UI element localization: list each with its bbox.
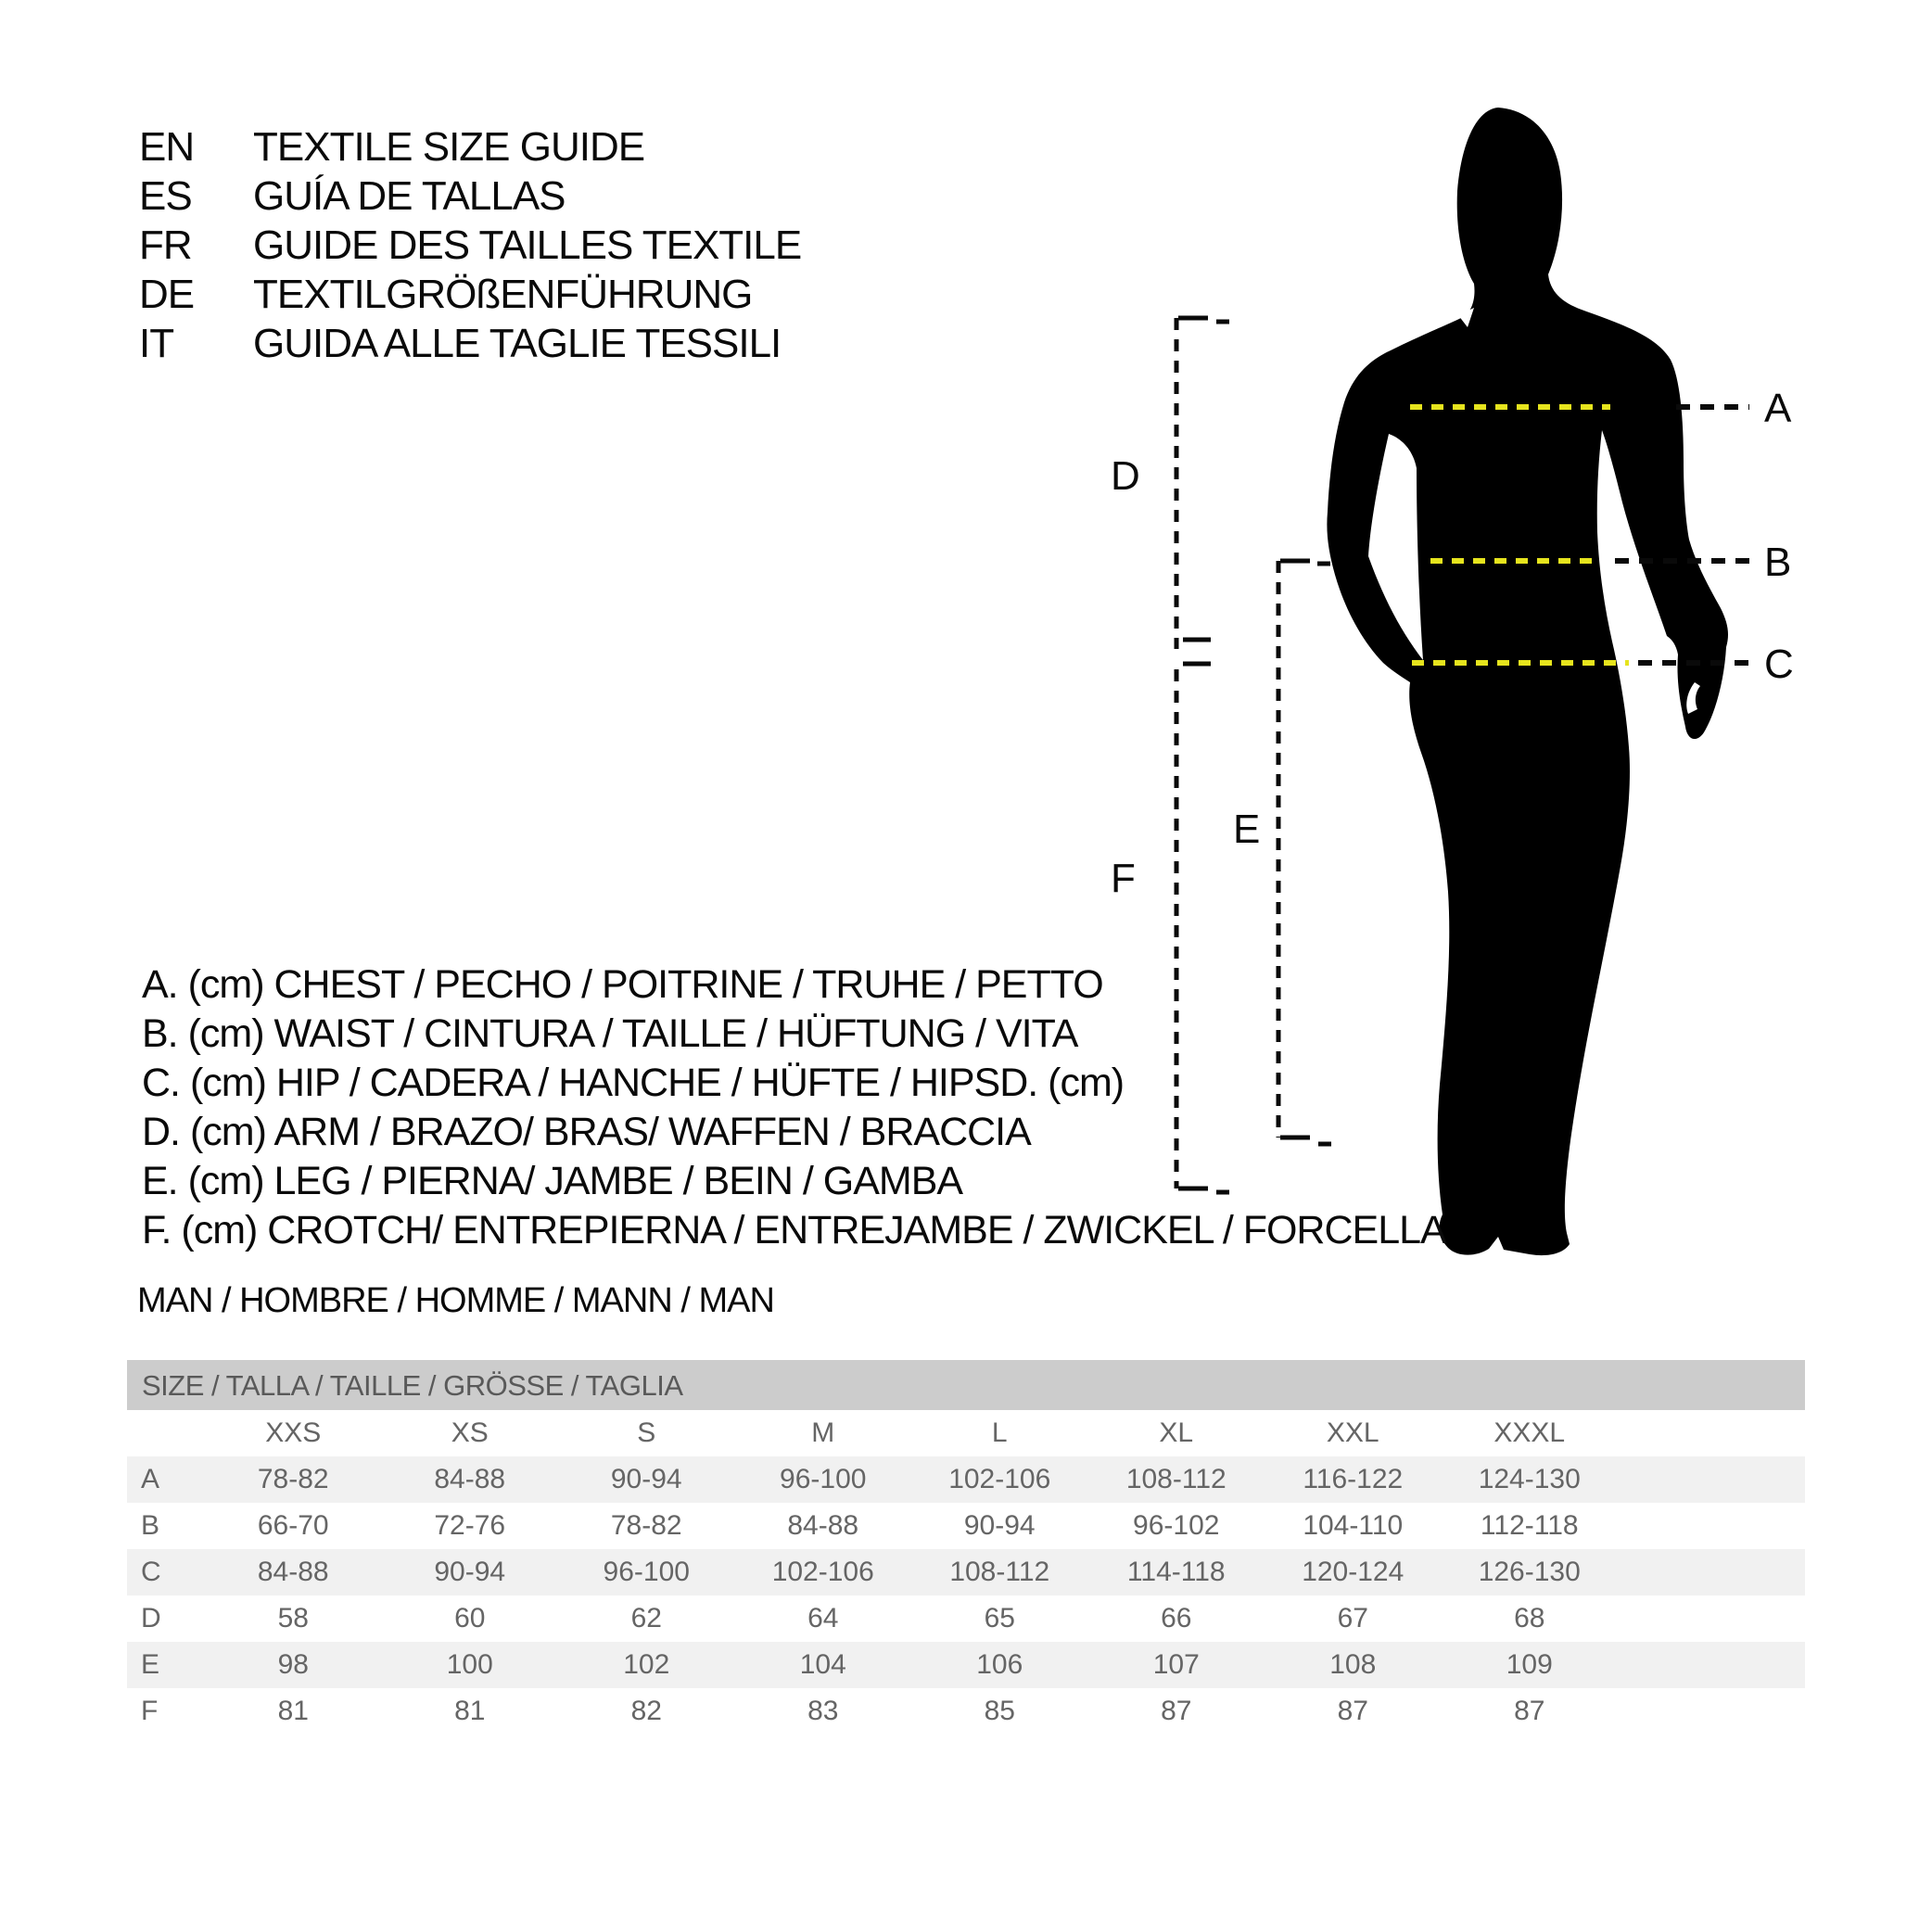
cell-f-xxl: 87 bbox=[1337, 1696, 1368, 1726]
row-label: F bbox=[141, 1696, 159, 1726]
cell-b-xxs: 66-70 bbox=[257, 1510, 329, 1541]
row-label: B bbox=[141, 1510, 160, 1541]
corner-cell bbox=[127, 1410, 205, 1456]
row-label: D bbox=[141, 1603, 161, 1633]
cell-a-xxxl: 124-130 bbox=[1478, 1464, 1581, 1494]
row-label: A bbox=[141, 1464, 160, 1494]
measure-label-f: F bbox=[1111, 856, 1136, 901]
size-table-header-bar: SIZE / TALLA / TAILLE / GRÖSSE / TAGLIA bbox=[127, 1360, 1805, 1410]
cell-c-xl: 114-118 bbox=[1126, 1557, 1226, 1587]
filler-cell bbox=[1618, 1642, 1805, 1688]
legend-line-f: F. (cm) CROTCH/ ENTREPIERNA / ENTREJAMBE / ZWICKEL / FORCELLA bbox=[142, 1208, 1446, 1252]
cell-c-s: 96-100 bbox=[603, 1557, 690, 1587]
language-title: GUÍA DE TALLAS bbox=[253, 173, 566, 219]
cell-d-m: 64 bbox=[807, 1603, 839, 1633]
language-title-block bbox=[139, 122, 801, 368]
cell-a-m: 96-100 bbox=[780, 1464, 867, 1494]
cell-f-s: 82 bbox=[630, 1696, 662, 1726]
language-code: DE bbox=[139, 272, 195, 317]
cell-d-xs: 60 bbox=[454, 1603, 486, 1633]
filler-cell bbox=[1618, 1503, 1805, 1549]
language-code: FR bbox=[139, 222, 192, 268]
cell-b-xs: 72-76 bbox=[434, 1510, 506, 1541]
cell-d-s: 62 bbox=[630, 1603, 662, 1633]
cell-a-xxl: 116-122 bbox=[1303, 1464, 1404, 1494]
cell-c-xxs: 84-88 bbox=[257, 1557, 329, 1587]
language-code: IT bbox=[139, 321, 174, 366]
cell-f-xxs: 81 bbox=[277, 1696, 309, 1726]
filler-cell bbox=[1618, 1688, 1805, 1735]
language-row-it bbox=[139, 319, 801, 368]
legend-line-b: B. (cm) WAIST / CINTURA / TAILLE / HÜFTUNG / VITA bbox=[142, 1011, 1078, 1056]
cell-c-xxl: 120-124 bbox=[1302, 1557, 1405, 1587]
legend-line-e: E. (cm) LEG / PIERNA/ JAMBE / BEIN / GAMBA bbox=[142, 1159, 963, 1203]
row-label: E bbox=[141, 1649, 160, 1680]
legend-line-c: C. (cm) HIP / CADERA / HANCHE / HÜFTE / HIPSD. (cm) bbox=[142, 1061, 1125, 1105]
language-title: TEXTILGRÖßENFÜHRUNG bbox=[253, 272, 753, 317]
cell-d-xl: 66 bbox=[1161, 1603, 1192, 1633]
column-header-xl: XL bbox=[1159, 1417, 1194, 1448]
cell-e-s: 102 bbox=[623, 1649, 670, 1680]
cell-f-xl: 87 bbox=[1161, 1696, 1192, 1726]
language-code: ES bbox=[139, 173, 192, 219]
language-row-es bbox=[139, 172, 801, 221]
size-table-column-header-row bbox=[127, 1410, 1805, 1456]
cell-f-xxxl: 87 bbox=[1514, 1696, 1545, 1726]
cell-e-m: 104 bbox=[799, 1649, 846, 1680]
language-row-en bbox=[139, 122, 801, 172]
table-row-f bbox=[127, 1688, 1805, 1735]
cell-d-xxs: 58 bbox=[277, 1603, 309, 1633]
column-header-xxs: XXS bbox=[265, 1417, 322, 1448]
table-row-b bbox=[127, 1503, 1805, 1549]
cell-e-l: 106 bbox=[976, 1649, 1023, 1680]
column-header-s: S bbox=[637, 1417, 656, 1448]
cell-f-l: 85 bbox=[984, 1696, 1015, 1726]
language-row-fr bbox=[139, 221, 801, 270]
measure-label-b: B bbox=[1764, 540, 1792, 585]
cell-f-xs: 81 bbox=[454, 1696, 486, 1726]
cell-e-xs: 100 bbox=[446, 1649, 493, 1680]
filler-cell bbox=[1618, 1549, 1805, 1595]
table-row-c bbox=[127, 1549, 1805, 1595]
cell-d-xxxl: 68 bbox=[1514, 1603, 1545, 1633]
column-header-l: L bbox=[991, 1417, 1008, 1448]
measurement-legend bbox=[142, 960, 1446, 1255]
table-row-e bbox=[127, 1642, 1805, 1688]
measure-label-c: C bbox=[1764, 642, 1794, 687]
cell-b-s: 78-82 bbox=[610, 1510, 682, 1541]
cell-e-xxs: 98 bbox=[277, 1649, 309, 1680]
cell-c-m: 102-106 bbox=[771, 1557, 874, 1587]
column-header-m: M bbox=[811, 1417, 835, 1448]
filler-cell bbox=[1618, 1410, 1805, 1456]
column-header-xs: XS bbox=[451, 1417, 489, 1448]
language-title: TEXTILE SIZE GUIDE bbox=[253, 124, 645, 170]
legend-line-a: A. (cm) CHEST / PECHO / POITRINE / TRUHE / PETTO bbox=[142, 962, 1103, 1007]
size-table bbox=[127, 1360, 1805, 1735]
cell-f-m: 83 bbox=[807, 1696, 839, 1726]
column-header-xxl: XXL bbox=[1326, 1417, 1379, 1448]
cell-a-l: 102-106 bbox=[948, 1464, 1051, 1494]
cell-e-xxl: 108 bbox=[1329, 1649, 1377, 1680]
language-code: EN bbox=[139, 124, 195, 170]
language-title: GUIDA ALLE TAGLIE TESSILI bbox=[253, 321, 782, 366]
measure-label-d: D bbox=[1111, 453, 1140, 499]
cell-a-xxs: 78-82 bbox=[257, 1464, 329, 1494]
cell-b-l: 90-94 bbox=[963, 1510, 1036, 1541]
cell-d-xxl: 67 bbox=[1337, 1603, 1368, 1633]
language-row-de bbox=[139, 270, 801, 319]
cell-a-s: 90-94 bbox=[610, 1464, 682, 1494]
row-label: C bbox=[141, 1557, 161, 1587]
table-row-d bbox=[127, 1595, 1805, 1642]
legend-line-d: D. (cm) ARM / BRAZO/ BRAS/ WAFFEN / BRACCIA bbox=[142, 1110, 1031, 1154]
measure-label-e: E bbox=[1233, 807, 1261, 852]
filler-cell bbox=[1618, 1595, 1805, 1642]
column-header-xxxl: XXXL bbox=[1493, 1417, 1566, 1448]
cell-e-xxxl: 109 bbox=[1506, 1649, 1553, 1680]
cell-b-xl: 96-102 bbox=[1133, 1510, 1220, 1541]
measure-label-a: A bbox=[1764, 386, 1792, 431]
cell-a-xs: 84-88 bbox=[434, 1464, 506, 1494]
cell-c-xxxl: 126-130 bbox=[1478, 1557, 1581, 1587]
filler-cell bbox=[1618, 1456, 1805, 1503]
language-title: GUIDE DES TAILLES TEXTILE bbox=[253, 222, 802, 268]
cell-a-xl: 108-112 bbox=[1125, 1464, 1227, 1494]
cell-b-xxl: 104-110 bbox=[1303, 1510, 1404, 1541]
cell-e-xl: 107 bbox=[1152, 1649, 1200, 1680]
cell-b-xxxl: 112-118 bbox=[1480, 1510, 1579, 1541]
cell-d-l: 65 bbox=[984, 1603, 1015, 1633]
table-row-a bbox=[127, 1456, 1805, 1503]
category-line: MAN / HOMBRE / HOMME / MANN / MAN bbox=[137, 1281, 774, 1320]
cell-c-l: 108-112 bbox=[949, 1557, 1050, 1587]
cell-c-xs: 90-94 bbox=[434, 1557, 506, 1587]
cell-b-m: 84-88 bbox=[787, 1510, 859, 1541]
